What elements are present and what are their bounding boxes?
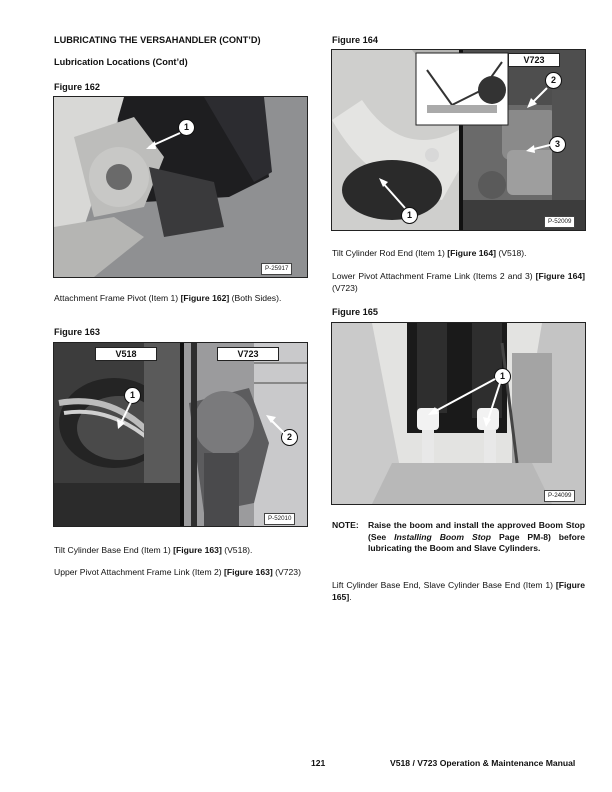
figure-163-label: Figure 163 (54, 327, 100, 337)
model-label-v518: V518 (95, 347, 157, 361)
callout-3: 3 (549, 136, 566, 153)
paragraph-163a: Tilt Cylinder Base End (Item 1) [Figure 163] (V518). (54, 545, 253, 555)
figure-163-code: P-52010 (264, 513, 295, 525)
callout-1: 1 (178, 119, 195, 136)
section-title: LUBRICATING THE VERSAHANDLER (CONT’D) (54, 35, 261, 45)
callout-1: 1 (494, 368, 511, 385)
callout-2: 2 (281, 429, 298, 446)
figure-162-code: P-25917 (261, 263, 292, 275)
figure-165-photo (331, 322, 586, 505)
figure-164-code: P-52009 (544, 216, 575, 228)
figure-163-photo (53, 342, 308, 527)
figure-162-label: Figure 162 (54, 82, 100, 92)
page-number: 121 (311, 758, 326, 768)
paragraph-165: Lift Cylinder Base End, Slave Cylinder Base End (Item 1) [Figure 165]. (332, 580, 586, 602)
figure-162-photo (53, 96, 308, 278)
figure-165-code: P-24099 (544, 490, 575, 502)
paragraph-164b: Lower Pivot Attachment Frame Link (Items 2 and 3) [Figure 164] (V723) (332, 271, 585, 293)
model-label-v723: V723 (508, 53, 560, 67)
model-label-v723: V723 (217, 347, 279, 361)
note-text: Raise the boom and install the approved Boom Stop (See Installing Boom Stop Page PM-8) before lubricating the Boom and Slave Cylinders. (368, 520, 586, 553)
figure-164-label: Figure 164 (332, 35, 378, 45)
callout-1: 1 (401, 207, 418, 224)
figure-165-label: Figure 165 (332, 307, 378, 317)
paragraph-163b: Upper Pivot Attachment Frame Link (Item 2) [Figure 163] (V723) (54, 567, 301, 577)
note-label: NOTE: (332, 520, 359, 530)
figure-164-photo (331, 49, 586, 231)
paragraph-164a: Tilt Cylinder Rod End (Item 1) [Figure 164] (V518). (332, 248, 527, 258)
callout-1: 1 (124, 387, 141, 404)
section-subtitle: Lubrication Locations (Cont’d) (54, 57, 188, 67)
paragraph-162: Attachment Frame Pivot (Item 1) [Figure 162] (Both Sides). (54, 293, 282, 303)
manual-title: V518 / V723 Operation & Maintenance Manual (390, 758, 576, 768)
callout-2: 2 (545, 72, 562, 89)
